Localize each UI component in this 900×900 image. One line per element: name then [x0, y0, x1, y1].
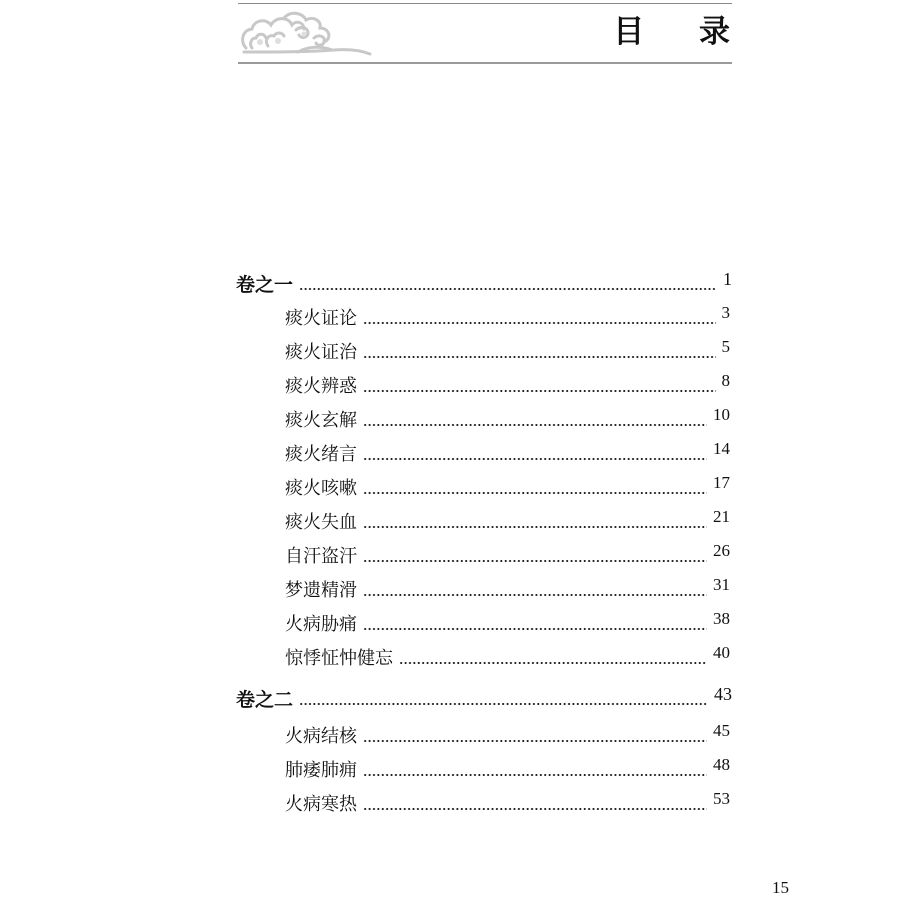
toc-entry[interactable]	[285, 540, 730, 568]
dot-leader	[363, 458, 707, 460]
toc-entry-page: 45	[713, 721, 730, 740]
toc-entry-page: 53	[713, 789, 730, 808]
toc-entry-page: 31	[713, 575, 730, 594]
toc-entry-title: 梦遗精滑	[285, 580, 357, 601]
toc-entry-page: 48	[713, 755, 730, 774]
toc-entry-page: 14	[713, 439, 730, 458]
toc-entry[interactable]	[285, 438, 730, 466]
toc-entry-page: 5	[721, 337, 730, 356]
toc-entry-page: 8	[721, 371, 730, 390]
toc-entry-title: 卷之二	[236, 689, 294, 711]
toc-entry[interactable]	[285, 404, 730, 432]
dot-leader	[363, 492, 707, 494]
toc-entry-title: 火病寒热	[285, 794, 357, 815]
dot-leader	[363, 594, 707, 596]
dot-leader	[299, 703, 708, 705]
toc-entry-title: 痰火绪言	[285, 444, 357, 465]
toc-entry-title: 痰火证治	[285, 342, 357, 363]
dot-leader	[363, 740, 707, 742]
toc-entry[interactable]	[285, 608, 730, 636]
dot-leader	[299, 288, 717, 290]
toc-entry-page: 26	[713, 541, 730, 560]
toc-entry-page: 40	[713, 643, 730, 662]
toc-entry[interactable]	[285, 642, 730, 670]
toc-entry-page: 21	[713, 507, 730, 526]
dot-leader	[363, 774, 707, 776]
dot-leader	[363, 390, 716, 392]
dot-leader	[363, 628, 707, 630]
toc-entry-page: 43	[714, 684, 732, 704]
toc-entry-page: 10	[713, 405, 730, 424]
toc-entry-title: 火病胁痛	[285, 614, 357, 635]
toc-entry-title: 惊悸怔忡健忘	[285, 648, 393, 669]
toc-entry-title: 肺痿肺痈	[285, 760, 357, 781]
toc-entry[interactable]	[285, 302, 730, 330]
dot-leader	[363, 808, 707, 810]
toc-entry[interactable]	[285, 720, 730, 748]
page-number: 15	[772, 878, 789, 897]
toc-entry-page: 17	[713, 473, 730, 492]
toc-entry-page: 3	[721, 303, 730, 322]
dot-leader	[363, 526, 707, 528]
toc-entry-page: 38	[713, 609, 730, 628]
dot-leader	[363, 322, 716, 324]
toc-entry[interactable]	[285, 472, 730, 500]
toc-entry-volume-2[interactable]	[236, 683, 732, 711]
toc-entry[interactable]	[285, 754, 730, 782]
toc-entry-page: 1	[723, 269, 732, 289]
toc-entry-title: 卷之一	[236, 274, 294, 296]
toc-entry-title: 自汗盗汗	[285, 546, 357, 567]
toc-entry-title: 痰火证论	[285, 308, 357, 329]
dot-leader	[363, 424, 707, 426]
toc-entry-title: 痰火失血	[285, 512, 357, 533]
dot-leader	[363, 356, 716, 358]
toc-entry[interactable]	[285, 574, 730, 602]
toc-entry-volume-1[interactable]	[236, 268, 732, 296]
toc-entry-title: 痰火辨惑	[285, 376, 357, 397]
dot-leader	[399, 662, 707, 664]
toc-entry-title: 痰火咳嗽	[285, 478, 357, 499]
toc-entry[interactable]	[285, 370, 730, 398]
toc-entry[interactable]	[285, 336, 730, 364]
toc-entry-title: 痰火玄解	[285, 410, 357, 431]
toc-entry[interactable]	[285, 506, 730, 534]
toc-entry-title: 火病结核	[285, 726, 357, 747]
toc-entry[interactable]	[285, 788, 730, 816]
page-title: 目 录	[613, 14, 752, 50]
dot-leader	[363, 560, 707, 562]
